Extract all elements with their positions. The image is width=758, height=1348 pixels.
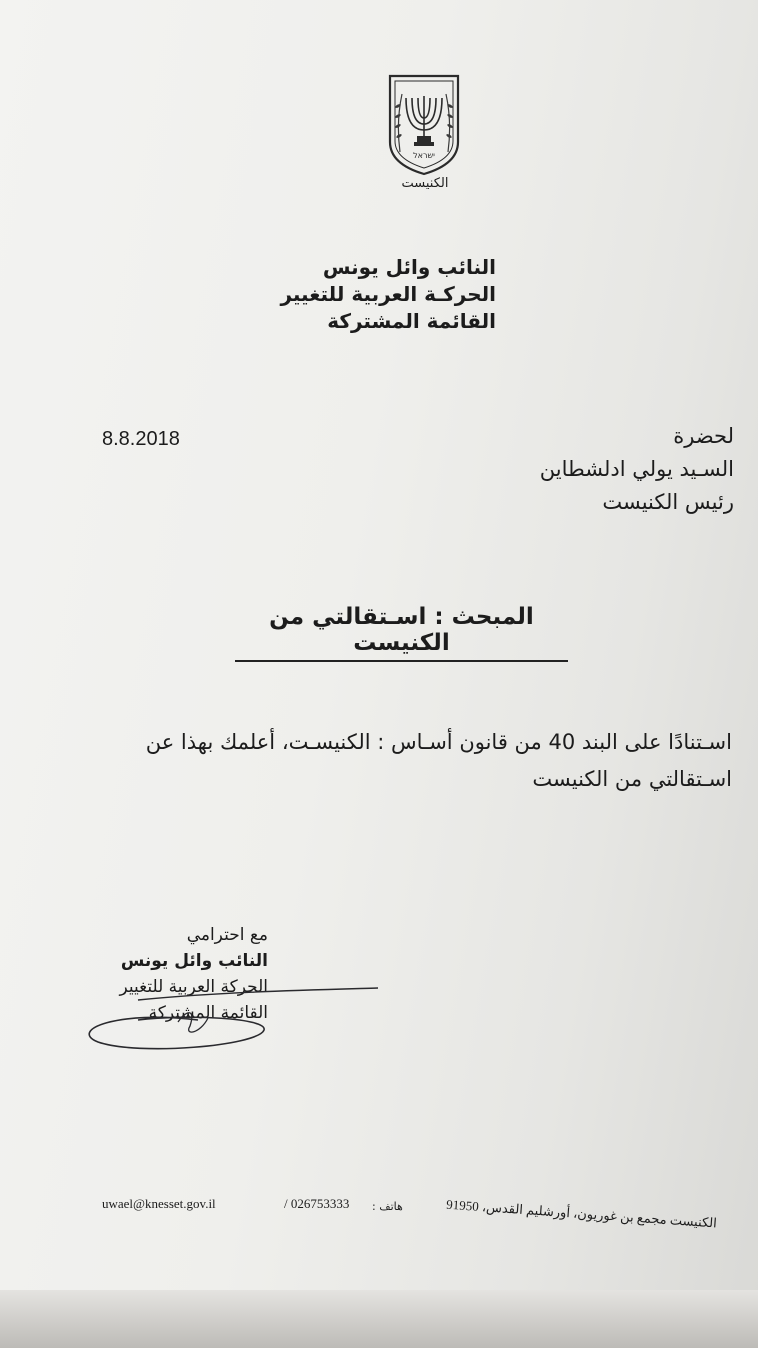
closing-name: النائب وائل يونس [120, 951, 268, 971]
footer-email: uwael@knesset.gov.il [102, 1196, 216, 1211]
body-line-1: اسـتنادًا على البند 40 من قانون أسـاس : الكنيسـت، أعلمك بهذا عن [145, 730, 732, 754]
letter-date: 8.8.2018 [102, 428, 180, 450]
footer-phone-label: هاتف : [372, 1200, 403, 1213]
closing-party: الحركة العربية للتغيير [119, 977, 268, 997]
letterhead-party: الحركـة العربية للتغيير [280, 282, 496, 306]
addressee-name: السـيد يولي ادلشطاين [539, 457, 734, 481]
menorah-emblem-icon [384, 72, 464, 176]
letterhead-list: القائمة المشتركة [327, 309, 496, 333]
letterhead-name: النائب وائل يونس [322, 255, 496, 279]
letter-subject: المبحث : اسـتقالتي من الكنيست [235, 604, 568, 662]
letter-body [100, 724, 732, 798]
addressee-block [540, 420, 734, 519]
addressee-salutation: لحضرة [673, 424, 734, 448]
footer-phone: / 026753333 [284, 1196, 350, 1211]
footer-address: الكنيست مجمع بن غوريون، أورشليم القدس، 91950 [445, 1196, 718, 1231]
letterhead [280, 254, 496, 335]
closing-regards: مع احترامي [186, 925, 268, 945]
addressee-title: رئيس الكنيست [602, 490, 734, 514]
page-edge-shadow [0, 1290, 758, 1348]
closing-list: القائمة المشتركة [148, 1003, 268, 1023]
knesset-caption: الكنيست [401, 176, 449, 191]
body-line-2: اسـتقالتي من الكنيست [532, 767, 732, 791]
emblem-inscription: ישראל [413, 151, 435, 160]
handwritten-signature [78, 970, 388, 1060]
